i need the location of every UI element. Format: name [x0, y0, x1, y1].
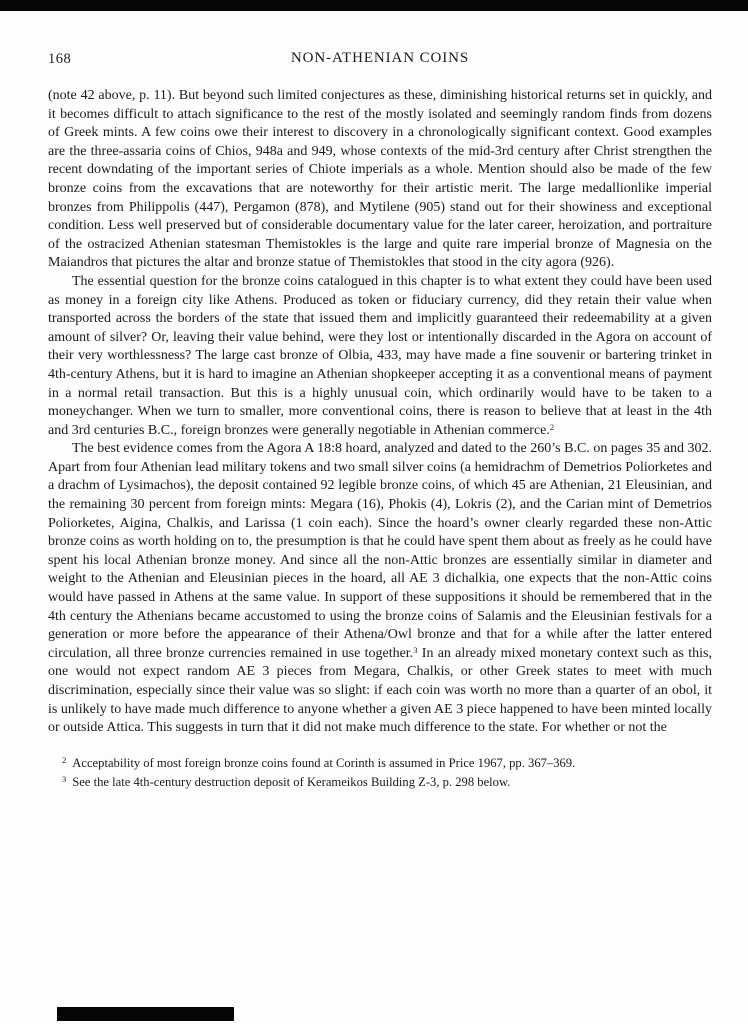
- paragraph-2: [48, 273, 712, 440]
- footnote-3: [48, 773, 712, 792]
- paragraph-3-text: The best evidence comes from the Agora A 18:8 hoard, analyzed and dated to the 260’s B.C. on pages 35 and 302. Apart from four Athenian lead military tokens and two small silver coins (a hemidrachm of Demetrios Poliorketes and a drachm of Lysimachos), the deposit contained 92 legible bronze coins, of which 45 are Athenian, 21 Eleusinian, and the remaining 30 percent from foreign mints: Megara (16), Phokis (4), Lokris (2), and the Carian mint of Demetrios Poliorketes, Aigina, Chalkis, and Larissa (1 coin each). Since the hoard’s owner clearly regarded these non-Attic bronze coins as worth holding on to, the presumption is that he could have spent them about as freely as he could have spent his local Athenian bronze money. And since all the non-Attic bronzes are essentially similar in diameter and weight to the Athenian and Eleusinian pieces in the hoard, all AE 3 dichalkia, one expects that the non-Attic coins would have passed in Athens at the same value. In support of these suppositions it should be remembered that in the 4th century the Athenians became accustomed to using the bronze coins of Salamis and the Eleusinian festivals for a generation or more before the appearance of their Athena/Owl bronze and that for a while after the latter entered circulation, all three bronze currencies remained in use together.: [48, 441, 712, 661]
- footnote-2-marker: 2: [62, 754, 67, 765]
- scan-artifact-top-bar: [0, 0, 748, 11]
- footnote-2-text: Acceptability of most foreign bronze coins found at Corinth is assumed in Price 1967, pp. 367–369.: [72, 755, 576, 770]
- running-title: NON-ATHENIAN COINS: [290, 50, 470, 66]
- running-header: [48, 50, 712, 70]
- footnote-3-marker: 3: [62, 773, 67, 784]
- footnote-3-text: See the late 4th-century destruction deposit of Kerameikos Building Z-3, p. 298 below.: [72, 774, 511, 789]
- footnote-ref-3: 3: [413, 644, 418, 655]
- paragraph-2-text: The essential question for the bronze coins catalogued in this chapter is to what extent they could have been used as money in a foreign city like Athens. Produced as token or fiduciary currency, did they retain their value when transported across the borders of the state that issued them and implicitly guaranteed their redeemability at a given amount of silver? Or, leaving their value behind, were they lost or intentionally discarded in the Agora on account of their very worthlessness? The large cast bronze of Olbia, 433, may have made a fine souvenir or bartering trinket in 4th-century Athens, but it is hard to imagine an Athenian shopkeeper accepting it as a conventional means of payment in a normal retail transaction. But this is a highly unusual coin, which ordinarily would have to be taken to a moneychanger. When we turn to smaller, more conventional coins, there is reason to believe that at least in the 4th and 3rd centuries B.C., foreign bronzes were generally negotiable in Athenian commerce.: [48, 273, 712, 438]
- paragraph-1: [48, 87, 712, 273]
- paragraph-3-tail: In an already mixed monetary context such as this, one would not expect random AE 3 pieces from Megara, Chalkis, or other Greek states to meet with much discrimination, especially since their value was so slight: if each coin was worth no more than a quarter of an obol, it is unlikely to have made much difference to anyone whether a given AE 3 piece happened to have been minted locally or outside Attica. This suggests in turn that it did not make much difference to the state. For whether or not the: [48, 645, 712, 736]
- paragraph-3: [48, 440, 712, 738]
- footnotes-block: [48, 754, 712, 792]
- scan-artifact-bottom-bar: [57, 1007, 234, 1021]
- body-text: [48, 87, 712, 738]
- footnote-ref-2: 2: [549, 421, 555, 432]
- paragraph-1-text: (note 42 above, p. 11). But beyond such limited conjectures as these, diminishing historical returns set in quickly, and it becomes difficult to attach significance to the rest of the mostly isolated and seemingly random finds from dozens of Greek mints. A few coins owe their interest to discovery in a chronologically significant context. Good examples are the three-assaria coins of Chios, 948a and 949, whose contexts of the mid-3rd century after Christ strengthen the recent downdating of the important series of Chiote imperials as a whole. Mention should also be made of the few bronze coins from the excavations that are noteworthy for their artistic merit. The large medallionlike imperial bronzes from Philippolis (447), Pergamon (878), and Mytilene (905) stand out for their showiness and exceptional condition. Less well preserved but of considerable documentary value for the later career, heroization, and portraiture of the ostracized Athenian statesman Themistokles is the large and quite rare imperial bronze of Magnesia on the Maiandros that pictures the altar and bronze statue of Themistokles that stood in the city agora (926).: [48, 88, 712, 271]
- footnote-2: [48, 754, 712, 773]
- page-number: 168: [48, 51, 72, 67]
